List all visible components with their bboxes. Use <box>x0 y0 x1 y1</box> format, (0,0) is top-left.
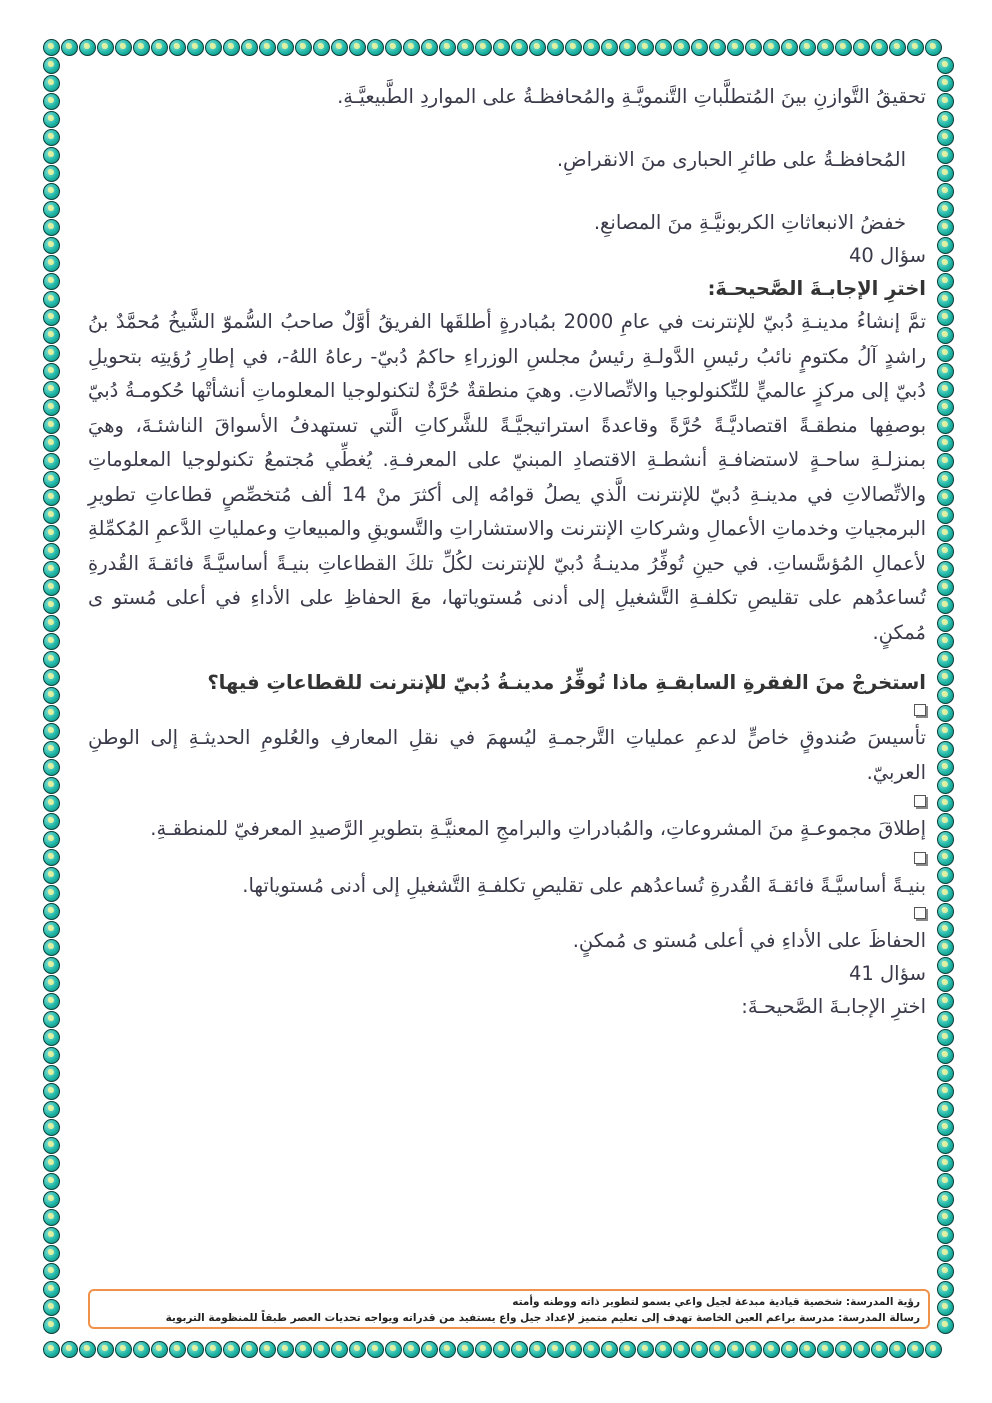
globe-border-icon <box>43 273 60 290</box>
globe-border-icon <box>349 39 366 56</box>
globe-border-icon <box>223 39 240 56</box>
globe-border-icon <box>493 1341 510 1358</box>
globe-border-icon <box>937 975 954 992</box>
globe-border-icon <box>937 219 954 236</box>
globe-border-icon <box>43 453 60 470</box>
globe-border-icon <box>43 705 60 722</box>
globe-border-icon <box>937 615 954 632</box>
question-number-41: سؤال 41 <box>848 961 926 985</box>
globe-border-icon <box>169 1341 186 1358</box>
globe-border-icon <box>691 39 708 56</box>
globe-border-icon <box>937 1083 954 1100</box>
globe-border-icon <box>817 39 834 56</box>
globe-border-icon <box>937 237 954 254</box>
globe-border-icon <box>727 1341 744 1358</box>
school-vision: رؤية المدرسة: شخصية قيادية مبدعة لجيل واعي يسمو لتطوير ذاته ووطنه وأمته <box>512 1296 920 1308</box>
globe-border-icon <box>43 1101 60 1118</box>
globe-border-icon <box>43 1191 60 1208</box>
globe-border-icon <box>457 1341 474 1358</box>
globe-border-icon <box>43 1173 60 1190</box>
globe-border-icon <box>43 831 60 848</box>
globe-border-icon <box>601 39 618 56</box>
option-1-text: تأسيسَ صُندوقٍ خاصٍّ لدعمِ عملياتِ التَّرجمـةِ ليُسهمَ في نقلِ المعارفِ والعُلومِ الحديثـةِ إلى الوطنِ العربيّ. <box>88 726 926 784</box>
globe-border-icon <box>43 489 60 506</box>
globe-border-icon <box>907 1341 924 1358</box>
globe-border-icon <box>43 795 60 812</box>
globe-border-icon <box>937 1263 954 1280</box>
globe-border-icon <box>817 1341 834 1358</box>
answer-line-3: خفضُ الانبعاثاتِ الكربونيَّـةِ منَ المصانعِ. <box>593 211 906 234</box>
globe-border-icon <box>43 1029 60 1046</box>
globe-border-icon <box>259 1341 276 1358</box>
globe-border-icon <box>43 57 60 74</box>
globe-border-icon <box>937 903 954 920</box>
option-1-checkbox[interactable] <box>914 704 926 716</box>
globe-border-icon <box>259 39 276 56</box>
globe-border-icon <box>43 129 60 146</box>
globe-border-icon <box>43 1281 60 1298</box>
globe-border-icon <box>709 1341 726 1358</box>
globe-border-icon <box>277 39 294 56</box>
globe-border-icon <box>937 1299 954 1316</box>
globe-border-icon <box>43 219 60 236</box>
globe-border-icon <box>313 1341 330 1358</box>
page-border-left <box>42 56 60 1334</box>
globe-border-icon <box>937 255 954 272</box>
globe-border-icon <box>937 669 954 686</box>
globe-border-icon <box>43 579 60 596</box>
globe-border-icon <box>43 1065 60 1082</box>
globe-border-icon <box>43 111 60 128</box>
globe-border-icon <box>43 381 60 398</box>
question-41-instruction: اخترِ الإجابـةَ الصَّحيحـةَ: <box>741 994 926 1018</box>
globe-border-icon <box>43 255 60 272</box>
globe-border-icon <box>43 291 60 308</box>
globe-border-icon <box>79 1341 96 1358</box>
globe-border-icon <box>439 1341 456 1358</box>
globe-border-icon <box>313 39 330 56</box>
globe-border-icon <box>43 903 60 920</box>
globe-border-icon <box>295 1341 312 1358</box>
globe-border-icon <box>43 885 60 902</box>
question-number-40: سؤال 40 <box>848 244 926 267</box>
globe-border-icon <box>937 273 954 290</box>
globe-border-icon <box>43 687 60 704</box>
page-border-bottom <box>42 1340 942 1358</box>
globe-border-icon <box>937 867 954 884</box>
globe-border-icon <box>583 39 600 56</box>
globe-border-icon <box>937 561 954 578</box>
globe-border-icon <box>937 795 954 812</box>
globe-border-icon <box>871 1341 888 1358</box>
globe-border-icon <box>937 543 954 560</box>
globe-border-icon <box>43 669 60 686</box>
option-4-checkbox[interactable] <box>914 907 926 919</box>
globe-border-icon <box>421 1341 438 1358</box>
school-footer <box>88 1289 930 1329</box>
globe-border-icon <box>43 399 60 416</box>
globe-border-icon <box>937 471 954 488</box>
globe-border-icon <box>43 507 60 524</box>
globe-border-icon <box>937 291 954 308</box>
globe-border-icon <box>43 471 60 488</box>
globe-border-icon <box>781 1341 798 1358</box>
globe-border-icon <box>937 597 954 614</box>
globe-border-icon <box>241 39 258 56</box>
globe-border-icon <box>673 1341 690 1358</box>
globe-border-icon <box>241 1341 258 1358</box>
globe-border-icon <box>43 147 60 164</box>
globe-border-icon <box>937 1317 954 1334</box>
globe-border-icon <box>937 741 954 758</box>
option-2-checkbox[interactable] <box>914 795 926 807</box>
globe-border-icon <box>655 1341 672 1358</box>
globe-border-icon <box>937 1209 954 1226</box>
globe-border-icon <box>43 1341 60 1358</box>
option-3-text: بنيـةً أساسيَّـةً فائقـةَ القُدرةِ تُساعدُهم على تقليصِ تكلفـةِ التَّشغيلِ إلى أدنى مُستوياتها. <box>242 873 926 897</box>
globe-border-icon <box>43 165 60 182</box>
globe-border-icon <box>43 93 60 110</box>
globe-border-icon <box>349 1341 366 1358</box>
globe-border-icon <box>925 1341 942 1358</box>
globe-border-icon <box>43 813 60 830</box>
globe-border-icon <box>403 39 420 56</box>
globe-border-icon <box>937 453 954 470</box>
globe-border-icon <box>763 39 780 56</box>
globe-border-icon <box>403 1341 420 1358</box>
worksheet-content <box>88 80 926 1023</box>
globe-border-icon <box>937 417 954 434</box>
globe-border-icon <box>133 1341 150 1358</box>
globe-border-icon <box>43 201 60 218</box>
globe-border-icon <box>937 309 954 326</box>
globe-border-icon <box>745 39 762 56</box>
question-40-prompt: استخرجْ منَ الفقرةِ السابقـةِ ماذا تُوفِّرُ مدينـةُ دُبيّ للإنترنت للقطاعاتِ فيها؟ <box>207 671 926 694</box>
globe-border-icon <box>937 723 954 740</box>
globe-border-icon <box>691 1341 708 1358</box>
globe-border-icon <box>277 1341 294 1358</box>
globe-border-icon <box>385 1341 402 1358</box>
globe-border-icon <box>223 1341 240 1358</box>
globe-border-icon <box>43 75 60 92</box>
globe-border-icon <box>937 129 954 146</box>
option-2-text: إطلاقَ مجموعـةٍ منَ المشروعاتِ، والمُبادراتِ والبرامجِ المعنيَّـةِ بتطويرِ الرَّصيدِ المعرفيّ للمنطقـةِ. <box>150 817 926 840</box>
globe-border-icon <box>475 1341 492 1358</box>
globe-border-icon <box>655 39 672 56</box>
globe-border-icon <box>937 57 954 74</box>
globe-border-icon <box>43 921 60 938</box>
globe-border-icon <box>937 1173 954 1190</box>
globe-border-icon <box>583 1341 600 1358</box>
globe-border-icon <box>937 993 954 1010</box>
globe-border-icon <box>43 237 60 254</box>
globe-border-icon <box>727 39 744 56</box>
globe-border-icon <box>871 39 888 56</box>
globe-border-icon <box>937 651 954 668</box>
globe-border-icon <box>937 939 954 956</box>
globe-border-icon <box>925 39 942 56</box>
globe-border-icon <box>937 687 954 704</box>
globe-border-icon <box>745 1341 762 1358</box>
globe-border-icon <box>43 183 60 200</box>
globe-border-icon <box>511 39 528 56</box>
globe-border-icon <box>79 39 96 56</box>
globe-border-icon <box>937 489 954 506</box>
globe-border-icon <box>937 1191 954 1208</box>
school-mission: رسالة المدرسة: مدرسة براعم العين الخاصة تهدف إلى تعليم متميز لإعداد جيل واع يستفيد من قدراته ويواجه تحديات العصر طبقاً للمنظومة التربوية <box>165 1312 920 1324</box>
globe-border-icon <box>937 1119 954 1136</box>
globe-border-icon <box>709 39 726 56</box>
globe-border-icon <box>565 39 582 56</box>
globe-border-icon <box>43 543 60 560</box>
globe-border-icon <box>937 201 954 218</box>
globe-border-icon <box>799 39 816 56</box>
globe-border-icon <box>547 1341 564 1358</box>
globe-border-icon <box>43 345 60 362</box>
globe-border-icon <box>937 147 954 164</box>
globe-border-icon <box>937 111 954 128</box>
globe-border-icon <box>295 39 312 56</box>
reading-passage: تمَّ إنشاءُ مدينـةِ دُبيّ للإنترنت في عامِ 2000 بمُبادرةٍ أطلقَها الفريقُ أوَّلٌ صاحبُ السُّموّ الشَّيخُ مُحمَّدٌ بنُ راشدٍ آلُ مكتومٍ نائبُ رئيسِ الدَّولـةِ رئيسُ مجلسِ الوزراءِ حاكمُ دُبيّ- رعاهُ اللهُ-، في إطارِ رُؤيتِه بتحويلِ دُبيّ إلى مركزٍ عالميٍّ للتِّكنولوجيا والاتِّصالاتِ. وهيَ منطقةٌ حُرَّةٌ لتكنولوجيا المعلوماتِ أنشأتْها حُكومـةُ دُبيّ بوصفِها منطقـةً اقتصاديَّـةً حُرَّةً وقاعدةً استراتيجيَّـةً للشَّركاتِ الَّتي تستهدفُ الأسواقَ الناشئـةَ، وهيَ بمنزلـةِ ساحـةٍ لاستضافـةِ أنشطـةِ الاقتصادِ المبنيّ على المعرفـةِ. يُغطِّي مُجتمعُ تكنولوجيا المعلوماتِ والاتِّصالاتِ في مدينـةِ دُبيّ للإنترنت الَّذي يصلُ قوامُه إلى أكثرَ منْ 14 ألف مُتخصِّصٍ قطاعاتِ تطويرِ البرمجياتِ وخدماتِ الأعمالِ وشركاتِ الإنترنت والاستشاراتِ والتَّسويقِ والمبيعاتِ وعملياتِ الدَّعمِ المُكمِّلةِ لأعمالِ المُؤسَّساتِ. في حينِ تُوفِّرُ مدينـةُ دُبيّ للإنترنت لكُلِّ تلكَ القطاعاتِ بنيـةً أساسيَّـةً فائقـةَ القُدرةِ تُساعدُهم على تقليصِ تكلفـةِ التَّشغيلِ إلى أدنى مُستوياتها، معَ الحفاظِ على الأداءِ في أعلى مُستو ى مُمكنٍ. <box>88 310 927 644</box>
globe-border-icon <box>937 399 954 416</box>
globe-border-icon <box>43 1227 60 1244</box>
globe-border-icon <box>619 1341 636 1358</box>
globe-border-icon <box>937 1155 954 1172</box>
globe-border-icon <box>493 39 510 56</box>
globe-border-icon <box>937 633 954 650</box>
answer-line-2: المُحافظـةُ على طائرِ الحبارى منَ الانقراضِ. <box>556 148 906 171</box>
globe-border-icon <box>43 1137 60 1154</box>
globe-border-icon <box>43 993 60 1010</box>
globe-border-icon <box>43 651 60 668</box>
globe-border-icon <box>937 1047 954 1064</box>
globe-border-icon <box>937 525 954 542</box>
globe-border-icon <box>385 39 402 56</box>
globe-border-icon <box>169 39 186 56</box>
option-4-text: الحفاظَ على الأداءِ في أعلى مُستو ى مُمكنٍ. <box>572 928 926 952</box>
globe-border-icon <box>937 381 954 398</box>
globe-border-icon <box>43 309 60 326</box>
globe-border-icon <box>43 1245 60 1262</box>
globe-border-icon <box>937 327 954 344</box>
globe-border-icon <box>937 957 954 974</box>
globe-border-icon <box>439 39 456 56</box>
globe-border-icon <box>937 345 954 362</box>
globe-border-icon <box>367 39 384 56</box>
globe-border-icon <box>43 1119 60 1136</box>
globe-border-icon <box>43 1047 60 1064</box>
globe-border-icon <box>43 723 60 740</box>
globe-border-icon <box>97 39 114 56</box>
globe-border-icon <box>937 1065 954 1082</box>
globe-border-icon <box>115 39 132 56</box>
globe-border-icon <box>43 957 60 974</box>
globe-border-icon <box>43 849 60 866</box>
question-40-instruction: اخترِ الإجابـةَ الصَّحيحـةَ: <box>707 277 926 300</box>
globe-border-icon <box>43 867 60 884</box>
globe-border-icon <box>61 39 78 56</box>
globe-border-icon <box>907 39 924 56</box>
globe-border-icon <box>937 363 954 380</box>
globe-border-icon <box>151 1341 168 1358</box>
globe-border-icon <box>937 183 954 200</box>
globe-border-icon <box>937 831 954 848</box>
globe-border-icon <box>937 93 954 110</box>
globe-border-icon <box>43 759 60 776</box>
globe-border-icon <box>937 759 954 776</box>
globe-border-icon <box>565 1341 582 1358</box>
globe-border-icon <box>421 39 438 56</box>
globe-border-icon <box>331 1341 348 1358</box>
globe-border-icon <box>511 1341 528 1358</box>
globe-border-icon <box>43 615 60 632</box>
globe-border-icon <box>889 1341 906 1358</box>
globe-border-icon <box>889 39 906 56</box>
globe-border-icon <box>115 1341 132 1358</box>
globe-border-icon <box>367 1341 384 1358</box>
globe-border-icon <box>43 741 60 758</box>
globe-border-icon <box>781 39 798 56</box>
globe-border-icon <box>937 1281 954 1298</box>
globe-border-icon <box>133 39 150 56</box>
globe-border-icon <box>937 165 954 182</box>
globe-border-icon <box>43 1083 60 1100</box>
globe-border-icon <box>937 705 954 722</box>
globe-border-icon <box>673 39 690 56</box>
globe-border-icon <box>937 1011 954 1028</box>
globe-border-icon <box>937 1101 954 1118</box>
globe-border-icon <box>43 597 60 614</box>
globe-border-icon <box>43 525 60 542</box>
globe-border-icon <box>43 39 60 56</box>
globe-border-icon <box>601 1341 618 1358</box>
globe-border-icon <box>619 39 636 56</box>
globe-border-icon <box>937 435 954 452</box>
globe-border-icon <box>937 579 954 596</box>
globe-border-icon <box>205 1341 222 1358</box>
globe-border-icon <box>61 1341 78 1358</box>
globe-border-icon <box>43 363 60 380</box>
answer-line-1: تحقيقُ التَّوازنِ بينَ المُتطلَّباتِ التَّنمويَّـةِ والمُحافظـةُ على المواردِ الطَّبيعيَّـةِ. <box>337 85 926 108</box>
globe-border-icon <box>763 1341 780 1358</box>
globe-border-icon <box>43 1317 60 1334</box>
globe-border-icon <box>331 39 348 56</box>
globe-border-icon <box>835 1341 852 1358</box>
globe-border-icon <box>637 1341 654 1358</box>
globe-border-icon <box>937 1137 954 1154</box>
globe-border-icon <box>529 1341 546 1358</box>
globe-border-icon <box>853 39 870 56</box>
globe-border-icon <box>529 39 546 56</box>
globe-border-icon <box>937 777 954 794</box>
globe-border-icon <box>457 39 474 56</box>
page-border-right <box>936 56 954 1334</box>
globe-border-icon <box>43 1299 60 1316</box>
globe-border-icon <box>799 1341 816 1358</box>
globe-border-icon <box>43 777 60 794</box>
globe-border-icon <box>937 849 954 866</box>
globe-border-icon <box>937 507 954 524</box>
globe-border-icon <box>43 1155 60 1172</box>
globe-border-icon <box>97 1341 114 1358</box>
globe-border-icon <box>205 39 222 56</box>
globe-border-icon <box>547 39 564 56</box>
globe-border-icon <box>637 39 654 56</box>
globe-border-icon <box>43 633 60 650</box>
globe-border-icon <box>937 1227 954 1244</box>
globe-border-icon <box>937 75 954 92</box>
globe-border-icon <box>43 939 60 956</box>
globe-border-icon <box>43 1209 60 1226</box>
globe-border-icon <box>937 813 954 830</box>
globe-border-icon <box>43 561 60 578</box>
globe-border-icon <box>43 975 60 992</box>
globe-border-icon <box>43 327 60 344</box>
globe-border-icon <box>475 39 492 56</box>
globe-border-icon <box>937 1245 954 1262</box>
globe-border-icon <box>835 39 852 56</box>
globe-border-icon <box>187 1341 204 1358</box>
globe-border-icon <box>43 435 60 452</box>
globe-border-icon <box>187 39 204 56</box>
globe-border-icon <box>43 1011 60 1028</box>
globe-border-icon <box>43 1263 60 1280</box>
globe-border-icon <box>853 1341 870 1358</box>
globe-border-icon <box>937 885 954 902</box>
globe-border-icon <box>937 921 954 938</box>
globe-border-icon <box>937 1029 954 1046</box>
globe-border-icon <box>43 417 60 434</box>
option-3-checkbox[interactable] <box>914 852 926 864</box>
globe-border-icon <box>151 39 168 56</box>
page-border-top <box>42 38 942 56</box>
